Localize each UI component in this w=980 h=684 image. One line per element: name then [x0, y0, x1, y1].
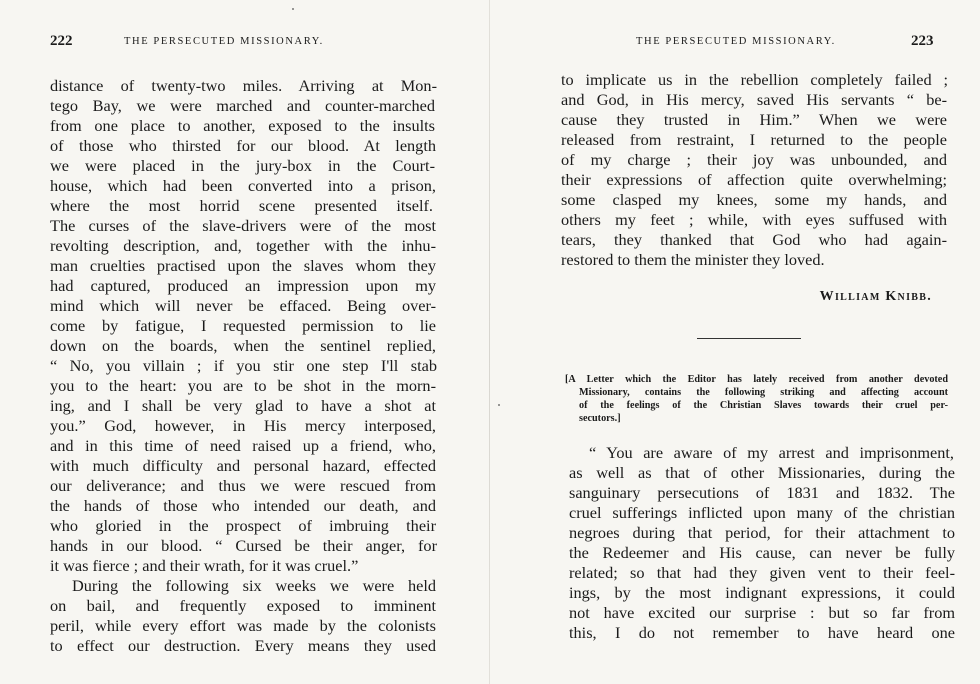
text-line: peril, while every effort was made by the colonists	[50, 616, 436, 635]
text-line: not have excited our surprise : but so far from	[569, 603, 955, 622]
note-line: [A Letter which the Editor has lately received from another devoted	[565, 374, 948, 385]
text-line: some clasped my knees, some my hands, and	[561, 190, 947, 209]
text-line: to implicate us in the rebellion completely failed ;	[561, 70, 948, 89]
text-line: house, which had been converted into a prison,	[50, 176, 436, 195]
text-line: where the most horrid scene presented itself.	[50, 196, 433, 215]
note-line: Missionary, contains the following striking and affecting account	[579, 387, 948, 398]
text-line: The curses of the slave-drivers were of the most	[50, 216, 436, 235]
text-line: tego Bay, we were marched and counter-marched	[50, 96, 435, 115]
text-line: “ No, you villain ; if you stir one step I'll stab	[50, 356, 437, 375]
text-line: come by fatigue, I requested permission to lie	[50, 316, 436, 335]
text-line: mind which will never be effaced. Being over-	[50, 296, 436, 315]
text-line: related; so that had they given vent to their feel-	[569, 563, 955, 582]
text-line: our deliverance; and thus we were rescued from	[50, 476, 436, 495]
text-line: distance of twenty-two miles. Arriving at Mon-	[50, 76, 437, 95]
running-head-left: THE PERSECUTED MISSIONARY.	[124, 36, 324, 47]
text-line: this, I do not remember to have heard one	[569, 623, 955, 642]
text-line: to effect our destruction. Every means they used	[50, 636, 436, 655]
note-line: secutors.]	[579, 413, 621, 424]
page-number-left: 222	[50, 33, 73, 49]
text-line: of those who thirsted for our blood. At length	[50, 136, 436, 155]
text-line: tears, they thanked that God who had again-	[561, 230, 947, 249]
running-head-right: THE PERSECUTED MISSIONARY.	[636, 36, 836, 47]
text-line: from one place to another, exposed to the insults	[50, 116, 435, 135]
text-line: had captured, produced an impression upon my	[50, 276, 436, 295]
text-line: others my feet ; while, with eyes suffused with	[561, 210, 947, 229]
text-line: down on the boards, when the sentinel replied,	[50, 336, 436, 355]
text-line: cruel sufferings inflicted upon many of the christian	[569, 503, 955, 522]
text-line: sanguinary persecutions of 1831 and 1832. The	[569, 483, 955, 502]
text-line: hands in our blood. “ Cursed be their anger, for	[50, 536, 437, 555]
section-rule	[697, 338, 801, 339]
text-line: revolting description, and, together with the inhu-	[50, 236, 436, 255]
text-line: their expressions of affection quite overwhelming;	[561, 170, 947, 189]
text-line: During the following six weeks we were held	[72, 576, 436, 595]
text-line: on bail, and frequently exposed to imminent	[50, 596, 436, 615]
text-line: and God, in His mercy, saved His servants “ be-	[561, 90, 947, 109]
text-line: you to the heart: you are to be shot in the morn-	[50, 376, 436, 395]
text-line: released from restraint, I returned to the people	[561, 130, 947, 149]
text-line: cause they trusted in Him.” When we were	[561, 110, 947, 129]
text-line: man cruelties practised upon the slaves whom they	[50, 256, 436, 275]
text-line: as well as that of other Missionaries, during the	[569, 463, 955, 482]
right-page	[490, 0, 980, 684]
text-line: ing, and I shall be very glad to have a shot at	[50, 396, 436, 415]
text-line: we were placed in the jury-box in the Court-	[50, 156, 435, 175]
page-mark	[292, 8, 294, 10]
text-line: negroes during that period, for their attachment to	[569, 523, 955, 542]
text-line: it was fierce ; and their wrath, for it was cruel.”	[50, 556, 359, 575]
text-line: of my charge ; their joy was unbounded, and	[561, 150, 947, 169]
text-line: the hands of those who intended our death, and	[50, 496, 436, 515]
note-line: of the feelings of the Christian Slaves towards their cruel per-	[579, 400, 948, 411]
text-line: who gloried in the prospect of imbruing their	[50, 516, 436, 535]
text-line: with much difficulty and personal hazard, effected	[50, 456, 436, 475]
text-line: the Redeemer and His cause, can never be fully	[569, 543, 955, 562]
page-number-right: 223	[911, 33, 934, 49]
text-line: ings, by the most indignant expressions, it could	[569, 583, 955, 602]
text-line: “ You are aware of my arrest and imprisonment,	[589, 443, 954, 462]
text-line: you.” God, however, in His mercy interposed,	[50, 416, 436, 435]
text-line: restored to them the minister they loved.	[561, 250, 825, 269]
text-line: and in this time of need raised up a friend, who,	[50, 436, 436, 455]
signature: William Knibb.	[819, 289, 932, 304]
